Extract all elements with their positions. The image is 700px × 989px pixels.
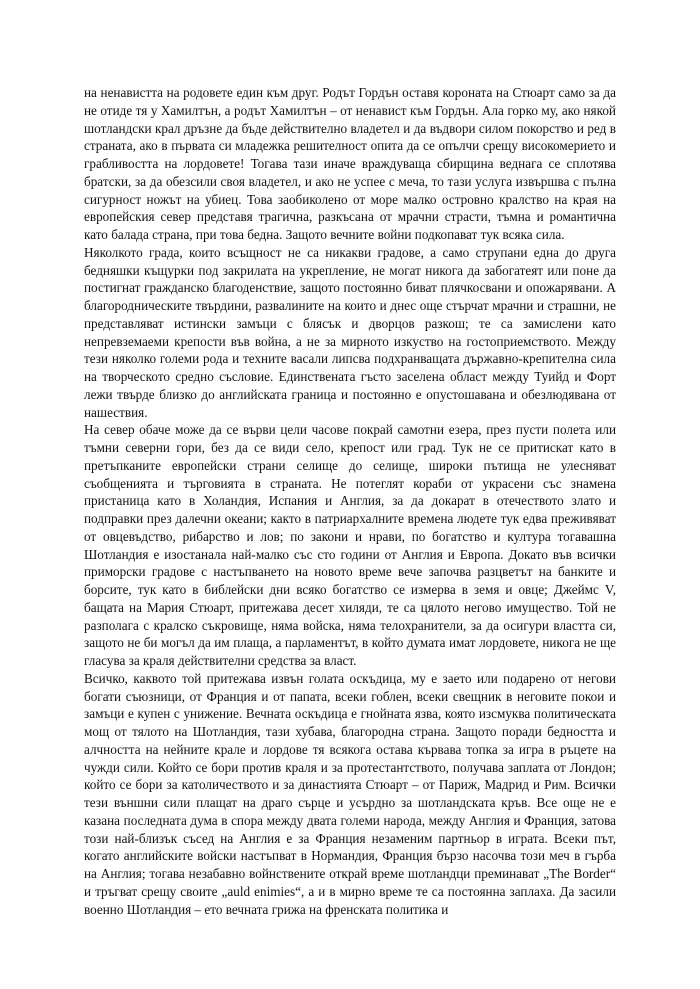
paragraph-4: Всичко, каквото той притежава извън голата оскъдица, му е заето или подарено от негови богати съюзници, от Франция и от папата, всеки гоблен, всеки свещник в неговите покои и замъци е купен с унижение. Вечната оскъдица е гнойната язва, която изсмуква политическата мощ от тялото на Шотландия, тази хубава, благородна страна. Защото поради бедността и алчността на нейните крале и лордове тя всякога остава кървава топка за игра в ръцете на чужди сили. Който се бори против краля и за протестантството, получава заплата от Лондон; който се бори за католичеството и за династията Стюарт – от Париж, Мадрид и Рим. Всички тези външни сили плащат на драго сърце и усърдно за шотландската кръв. Все още не е казана последната дума в спора между двата големи народа, между Англия и Франция, затова този най-близък съсед на Англия е за Франция незаменим партньор в играта. Всеки път, когато английските войски настъпват в Нормандия, Франция бързо насочва този меч в гърба на Англия; тогава незабавно войнствените открай време шотландци преминават „The Border“ и тръгват срещу своите „auld enimies“, а и в мирно време те са постоянна заплаха. Да засили военно Шотландия – ето вечната грижа на френската политика и bbox=[84, 670, 616, 917]
document-page bbox=[84, 84, 616, 918]
paragraph-3: На север обаче може да се върви цели часове покрай самотни езера, през пусти полета или тъмни северни гори, без да се види село, крепост или град. Тук не се притискат като в претъпканите европейски страни селище до селище, широки пътища не улесняват съобщенията и търговията в страната. Не потеглят кораби от украсени със знамена пристаница като в Холандия, Испания и Англия, за да докарат в отечеството злато и подправки през далечни океани; както в патриархалните времена людете тук едва преживяват от овцевъдство, рибарство и лов; по закони и нрави, по богатство и култура тогавашна Шотландия е изостанала най-малко със сто години от Англия и Европа. Докато във всички приморски градове с настъпването на новото време вече започва разцветът на банките и борсите, тук като в библейски дни всяко богатство се измерва в земя и овце; Джеймс V, бащата на Мария Стюарт, притежава десет хиляди, те са цялото негово имущество. Той не разполага с кралско съкровище, няма войска, няма телохранители, за да осигури властта си, защото не би могъл да им плаща, а парламентът, в който думата имат лордовете, никога не ще гласува за краля действителни средства за власт. bbox=[84, 422, 616, 668]
paragraph-2: Няколкото града, които всъщност не са никакви градове, а само струпани една до друга бедняшки къщурки под закрилата на укрепление, не могат никога да забогатеят или поне да постигнат гражданско благоденствие, защото постоянно биват плячкосвани и опожарявани. А благородническите твърдини, развалините на които и днес още стърчат мрачни и страшни, не представляват истински замъци с блясък и дворцов разкош; те са замислени като непревземаеми крепости във война, а не за мирното изкуство на гостоприемството. Между тези няколко големи рода и техните васали липсва подхранващата държавно-крепителна сила на творческото средно съсловие. Единствената гъсто заселена област между Туийд и Форт лежи твърде близко до английската граница и постоянно е опустошавана и обезлюдявана от нашествия. bbox=[84, 244, 616, 420]
paragraph-1: на ненавистта на родовете един към друг. Родът Гордън оставя короната на Стюарт само за да не отиде тя у Хамилтън, а родът Хамилтън – от ненавист към Гордън. Ала горко му, ако някой шотландски крал дръзне да бъде действително владетел и да въдвори силом покорство и ред в страната, ако в първата си младежка решителност опита да се опълчи срещу високомерието и грабливостта на лордовете! Тогава тази иначе враждуваща сбирщина веднага се сплотява братски, за да обезсили своя владетел, и ако не успее с меча, то тази услуга извършва с пълна сигурност ножът на убиец. Това заобиколено от море малко островно кралство на края на европейския север представя трагична, разкъсана от мрачни страсти, тъмна и романтична като балада страна, при това бедна. Защото вечните войни подкопават тук всяка сила. bbox=[84, 85, 616, 242]
